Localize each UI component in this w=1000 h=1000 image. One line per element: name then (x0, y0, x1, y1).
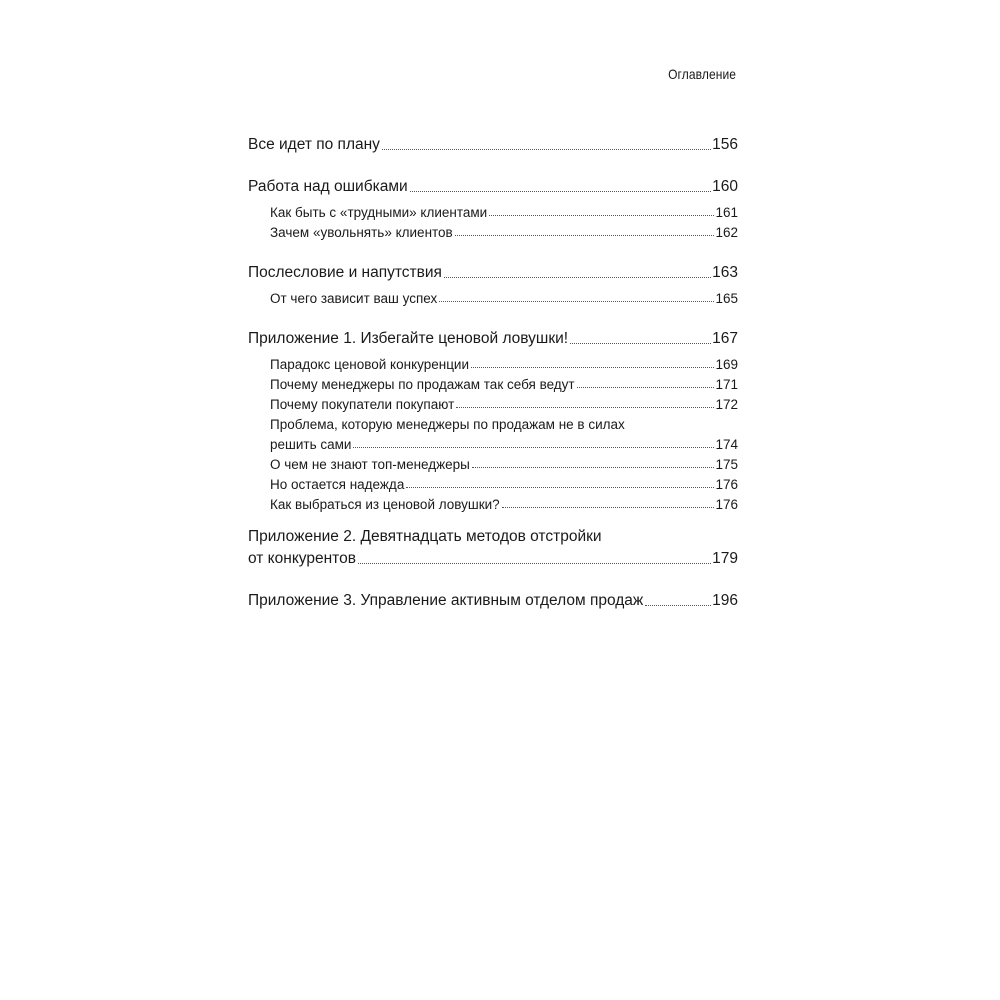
toc-subentry (248, 286, 738, 306)
toc-subentry-page: 161 (715, 205, 738, 220)
toc-entry-title: Послесловие и напутствия (248, 264, 442, 281)
toc-entry-multiline (248, 520, 738, 568)
toc-subentry-title: Почему покупатели покупают (270, 397, 455, 412)
toc-entry-title: Приложение 1. Избегайте ценовой ловушки! (248, 330, 569, 347)
dot-leader (358, 563, 711, 564)
toc-subentry-page: 171 (715, 377, 738, 392)
dot-leader (410, 191, 711, 192)
toc-entry-title-line1: Приложение 2. Девятнадцать методов отстройки (248, 528, 602, 545)
toc-subentry-page: 172 (715, 397, 738, 412)
toc-entry-title: Работа над ошибками (248, 178, 408, 195)
dot-leader (406, 487, 714, 488)
toc-subentry (270, 432, 738, 452)
table-of-contents (248, 120, 738, 610)
dot-leader (444, 277, 711, 278)
toc-entry-page: 196 (712, 592, 738, 609)
toc-entry-page: 160 (712, 178, 738, 195)
toc-entry (248, 162, 738, 196)
toc-subentry-title-line1: Проблема, которую менеджеры по продажам не в силах (270, 417, 625, 432)
dot-leader (577, 387, 715, 388)
toc-subentry (248, 452, 738, 472)
toc-subentry (248, 220, 738, 240)
toc-subentry (248, 372, 738, 392)
toc-subentry-page: 176 (715, 497, 738, 512)
dot-leader (455, 235, 715, 236)
dot-leader (472, 467, 715, 468)
toc-subentry-title: Парадокс ценовой конкуренции (270, 357, 470, 372)
dot-leader (570, 343, 711, 344)
toc-entry-page: 167 (712, 330, 738, 347)
toc-subentry-page: 162 (715, 225, 738, 240)
toc-entry (248, 120, 738, 154)
toc-subentry (248, 492, 738, 512)
toc-entry-page: 179 (712, 550, 738, 567)
toc-entry (248, 546, 738, 568)
toc-subentry-page: 169 (715, 357, 738, 372)
toc-subentry-title: Зачем «увольнять» клиентов (270, 225, 453, 240)
toc-subentry-title: Почему менеджеры по продажам так себя ведут (270, 377, 575, 392)
dot-leader (645, 605, 711, 606)
toc-entry-page: 163 (712, 264, 738, 281)
toc-subentry-title: О чем не знают топ-менеджеры (270, 457, 470, 472)
toc-entry (248, 576, 738, 610)
toc-subentry-page: 176 (715, 477, 738, 492)
toc-subentry-page: 174 (715, 437, 738, 452)
toc-subentry-page: 165 (715, 291, 738, 306)
toc-subentry (248, 392, 738, 412)
dot-leader (471, 367, 714, 368)
toc-subentry-title: Как быть с «трудными» клиентами (270, 205, 488, 220)
toc-entry-title-line2: от конкурентов (248, 550, 356, 567)
dot-leader (382, 149, 711, 150)
running-head: Оглавление (668, 66, 736, 82)
toc-entry-title: Все идет по плану (248, 136, 380, 153)
toc-subentry-title-line2: решить сами (270, 437, 352, 452)
toc-subentry (248, 352, 738, 372)
dot-leader (439, 301, 714, 302)
toc-subentry-title: От чего зависит ваш успех (270, 291, 438, 306)
dot-leader (456, 407, 714, 408)
toc-entry (248, 248, 738, 282)
toc-subentry (248, 200, 738, 220)
toc-entry-title: Приложение 3. Управление активным отделом продаж (248, 592, 644, 609)
dot-leader (489, 215, 714, 216)
toc-subentry-page: 175 (715, 457, 738, 472)
toc-subentry-title: Но остается надежда (270, 477, 405, 492)
toc-subentry-title: Как выбраться из ценовой ловушки? (270, 497, 500, 512)
toc-entry-page: 156 (712, 136, 738, 153)
toc-entry (248, 314, 738, 348)
dot-leader (353, 447, 714, 448)
toc-subentry-multiline (248, 412, 738, 452)
dot-leader (502, 507, 715, 508)
toc-subentry (248, 472, 738, 492)
